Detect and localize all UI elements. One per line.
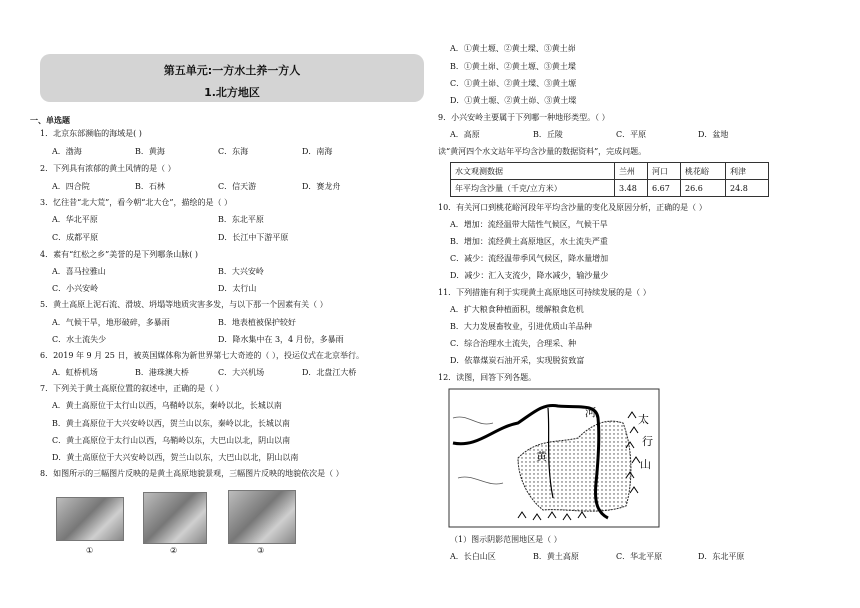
table-header-cell: 河口 [648,163,681,180]
q3-stem: 3．忆往昔“北大荒”，看今朝“北大仓”，描绘的是（ ） [40,198,232,207]
q8-option-a: A．①黄土塬、②黄土墚、③黄土峁 [450,44,576,53]
q3-option-a: A．华北平原 [52,215,98,224]
q12-option-d: D．东北平原 [698,552,745,561]
q1-option-a: A．渤海 [52,147,82,156]
q5-stem: 5．黄土高原上泥石流、滑坡、坍塌等地质灾害多发，与以下那一个因素有关（ ） [40,300,328,309]
q6-option-d: D．北盘江大桥 [302,368,357,377]
q11-option-d: D．依靠煤炭石油开采，实现脱贫致富 [450,356,585,365]
q12-sub-question: （1）图示阴影范围地区是（ ） [450,535,562,544]
map-label-huang: 黄 [536,450,547,463]
table-row [451,180,769,197]
photo-label-3: ③ [257,546,265,555]
q5-option-c: C．水土流失少 [52,335,107,344]
q1-stem: 1．北京东部濒临的海域是( ) [40,129,142,138]
q7-option-c: C．黄土高原位于太行山以西，乌鞘岭以东，大巴山以北，阴山以南 [52,436,291,445]
map-label-hang: 行 [642,435,653,448]
map-label-tai: 太 [638,413,649,426]
q6-option-c: C．大兴机场 [218,368,265,377]
q11-option-b: B．大力发展畜牧业，引进优质山羊品种 [450,322,592,331]
q10-option-d: D．减少：汇入支流少，降水减少，输沙量少 [450,271,609,280]
q6-stem: 6．2019 年 9 月 25 日，被英国媒体称为新世界第七大奇迹的（ ），投运仪式在北京举行。 [40,351,364,360]
q5-option-b: B．地表植被保护较好 [218,318,296,327]
table-cell: 26.6 [681,180,726,197]
q12-stem: 12．读图，回答下列各题。 [438,373,537,382]
q2-option-b: B．石林 [135,182,165,191]
q11-stem: 11．下列措施有利于实现黄土高原地区可持续发展的是（ ） [438,288,651,297]
q9-option-a: A．高原 [450,130,480,139]
hydrology-table [450,162,769,197]
q5-option-a: A．气候干旱，地形破碎，多暴雨 [52,318,170,327]
table-cell: 24.8 [726,180,769,197]
q12-option-b: B．黄土高原 [533,552,579,561]
q8-stem: 8．如图所示的三幅图片反映的是黄土高原地貌景观，三幅图片反映的地貌依次是（ ） [40,469,344,478]
section-heading: 一、单选题 [30,115,70,125]
q9-stem: 9．小兴安岭主要属于下列哪一种地形类型。（ ） [438,113,610,122]
q1-option-d: D．南海 [302,147,333,156]
q7-option-d: D．黄土高原位于大兴安岭以西，贺兰山以东，大巴山以北，阴山以南 [52,453,299,462]
table-cell: 6.67 [648,180,681,197]
q2-option-c: C．信天游 [218,182,257,191]
q10-option-c: C．减少：流经温带季风气候区，降水量增加 [450,254,609,263]
q2-option-a: A．四合院 [52,182,90,191]
q9-option-b: B．丘陵 [533,130,563,139]
q9-option-c: C．平原 [616,130,647,139]
photo-label-1: ① [86,546,94,555]
q2-option-d: D．赛龙舟 [302,182,341,191]
q7-option-b: B．黄土高原位于大兴安岭以西，贺兰山以东，秦岭以北，长城以南 [52,419,290,428]
q4-option-c: C．小兴安岭 [52,284,99,293]
q3-option-b: B．东北平原 [218,215,264,224]
q9-option-d: D．盆地 [698,130,729,139]
page-title: 第五单元:一方水土养一方人 [163,64,301,77]
map-label-river: 河 [585,406,596,419]
q4-option-d: D．太行山 [218,284,257,293]
table-header-cell: 桃花峪 [681,163,726,180]
q3-option-d: D．长江中下游平原 [218,233,289,242]
table-cell: 年平均含沙量（千克/立方米） [451,180,615,197]
q3-option-c: C．成都平原 [52,233,99,242]
table-header-cell: 利津 [726,163,769,180]
table-header-row [451,163,769,180]
q1-option-b: B．黄海 [135,147,165,156]
page-subtitle: 1.北方地区 [204,86,260,99]
table-header-cell: 兰州 [615,163,648,180]
q6-option-a: A．虹桥机场 [52,368,98,377]
table-cell: 3.48 [615,180,648,197]
q11-option-c: C．综合治理水土流失，合理采、种 [450,339,577,348]
q7-option-a: A．黄土高原位于太行山以西，乌鞘岭以东，秦岭以北，长城以南 [52,401,282,410]
landform-photo-3 [228,490,296,544]
q4-option-b: B．大兴安岭 [218,267,264,276]
photo-label-2: ② [170,546,178,555]
q2-stem: 2．下列具有浓郁的黄土风情的是（ ） [40,164,176,173]
q6-option-b: B．港珠澳大桥 [135,368,189,377]
q12-option-c: C．华北平原 [616,552,663,561]
q11-option-a: A．扩大粮食种植面积，缓解粮食危机 [450,305,584,314]
q8-option-c: C．①黄土峁、②黄土墚、③黄土塬 [450,79,577,88]
q1-option-c: C．东海 [218,147,249,156]
q12-option-a: A．长白山区 [450,552,496,561]
map-label-shan: 山 [640,458,651,471]
q8-option-b: B．①黄土峁、②黄土塬、③黄土墚 [450,62,576,71]
table-header-cell: 水文观测数据 [451,163,615,180]
q4-option-a: A．喜马拉雅山 [52,267,106,276]
q10-option-b: B．增加：流经黄土高原地区，水土流失严重 [450,237,608,246]
q8-option-d: D．①黄土塬、②黄土峁、③黄土墚 [450,96,577,105]
q5-option-d: D．降水集中在 3，4 月份，多暴雨 [218,335,344,344]
loess-plateau-map [448,388,660,528]
table-intro: 读“黄河四个水文站年平均含沙量的数据资料”，完成问题。 [438,147,647,156]
q10-option-a: A．增加：流经温带大陆性气候区，气候干旱 [450,220,608,229]
landform-photo-1 [56,497,124,541]
q10-stem: 10．有关河口到桃花峪河段年平均含沙量的变化及原因分析，正确的是（ ） [438,203,707,212]
q4-stem: 4．素有“红松之乡”美誉的是下列哪条山脉( ) [40,250,199,259]
q7-stem: 7．下列关于黄土高原位置的叙述中，正确的是（ ） [40,384,224,393]
landform-photo-2 [143,492,207,544]
